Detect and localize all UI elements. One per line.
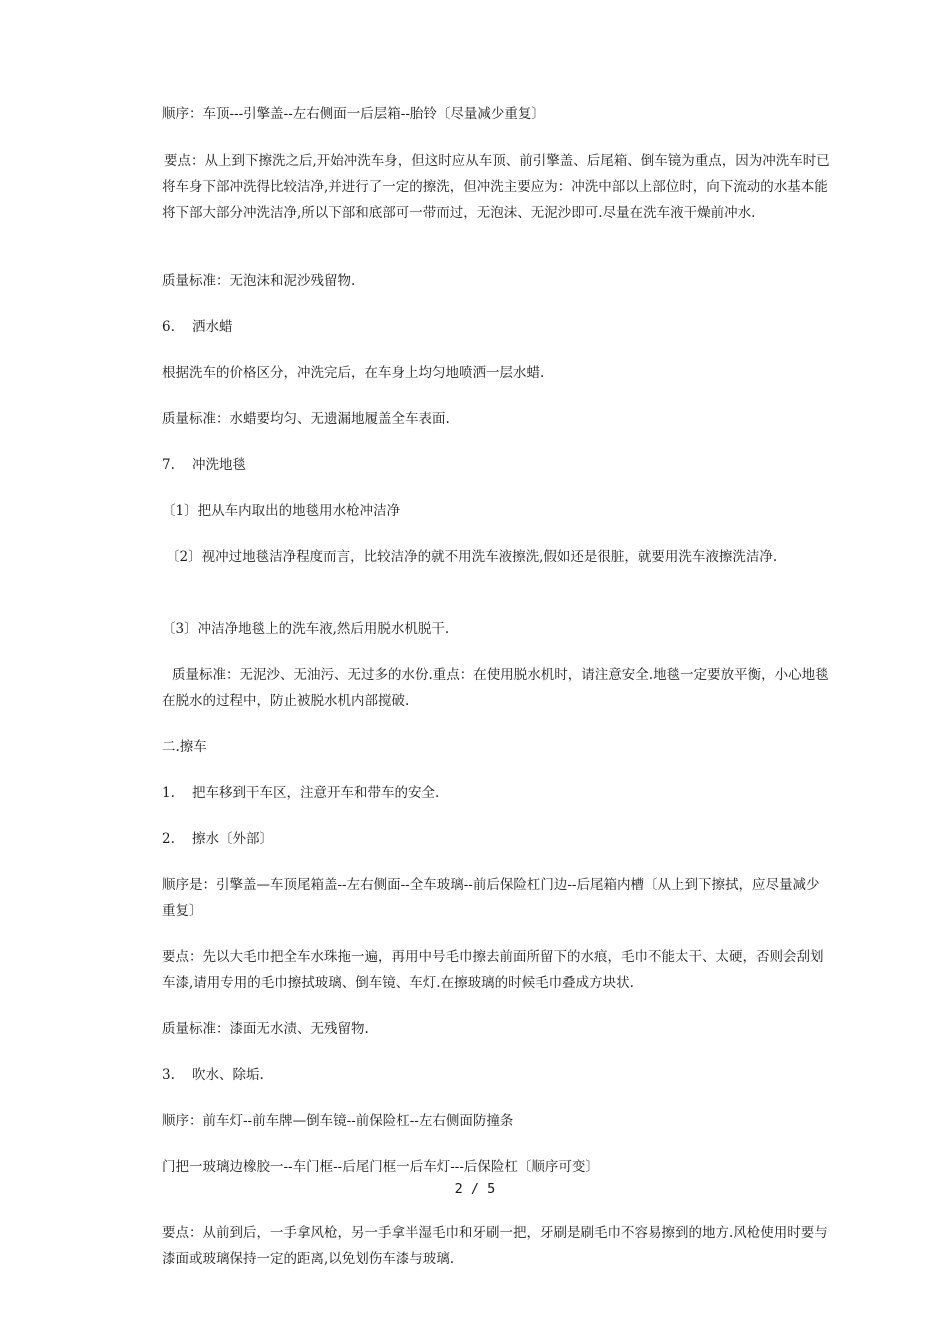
paragraph-quality: 质量标准：水蜡要均匀、无遗漏地履盖全车表面. xyxy=(162,411,450,427)
paragraph-quality: 质量标准：无泥沙、无油污、无过多的水份.重点：在使用脱水机时，请注意安全.地毯一定要放平衡，小心地毯在脱水的过程中，防止被脱水机内部搅破. xyxy=(162,667,829,709)
numbered-item xyxy=(162,452,832,478)
paragraph-key-points: 要点：从上到下擦洗之后,开始冲洗车身，但这时应从车顶、前引擎盖、后尾箱、倒车镜为重点，因为冲洗车时已将车身下部冲洗得比较洁净,并进行了一定的擦洗，但冲洗主要应为：冲洗中部以上部位时，向下流动的水基本能将下部大部分冲洗洁净,所以下部和底部可一带而过，无泡沫、无泥沙即可.尽量在洗车液干燥前冲水. xyxy=(162,153,830,221)
numbered-item xyxy=(162,826,832,852)
numbered-item xyxy=(162,1062,832,1088)
paragraph-body: 根据洗车的价格区分，冲洗完后，在车身上均匀地喷洒一层水蜡. xyxy=(162,365,545,381)
item-text: 洒水蜡 xyxy=(192,319,233,335)
numbered-item xyxy=(162,780,832,806)
paragraph-quality: 质量标准：无泡沫和泥沙残留物. xyxy=(162,273,356,289)
paragraph-key-points: 要点：从前到后，一手拿风枪，另一手拿半湿毛巾和牙刷一把，牙刷是刷毛巾不容易擦到的地方.风枪使用时要与漆面或玻璃保持一定的距离,以免划伤车漆与玻璃. xyxy=(162,1225,828,1267)
item-text: 把车移到干车区，注意开车和带车的安全. xyxy=(192,785,440,801)
paragraph-step: 〔1〕把从车内取出的地毯用水枪冲洁净 xyxy=(162,503,401,519)
item-text: 冲洗地毯 xyxy=(192,457,246,473)
paragraph-key-points: 要点：先以大毛巾把全车水珠拖一遍，再用中号毛巾擦去前面所留下的水痕，毛巾不能太干、太硬，否则会刮划车漆,请用专用的毛巾擦拭玻璃、倒车镜、车灯.在擦玻璃的时候毛巾叠成方块状. xyxy=(162,949,824,991)
paragraph-order-continued: 门把一玻璃边橡胶一--车门框--后尾门框一后车灯---后保险杠〔顺序可变〕 xyxy=(162,1159,599,1175)
paragraph-order: 顺序：前车灯--前车牌—倒车镜--前保险杠--左右侧面防撞条 xyxy=(162,1113,514,1129)
paragraph-step: 〔3〕冲洁净地毯上的洗车液,然后用脱水机脱干. xyxy=(162,621,450,637)
item-text: 擦水〔外部〕 xyxy=(192,831,273,847)
paragraph-order: 顺序：车顶---引擎盖--左右侧面一后层箱--胎铃〔尽量减少重复〕 xyxy=(162,106,545,122)
paragraph-quality: 质量标准：漆面无水渍、无残留物. xyxy=(162,1021,369,1037)
paragraph-order: 顺序是：引擎盖—车顶尾箱盖--左右侧面--全车玻璃--前后保险杠门边--后尾箱内槽〔从上到下擦拭，应尽量减少重复〕 xyxy=(162,877,820,919)
item-number: 3. xyxy=(162,1067,175,1083)
item-text: 吹水、除垢. xyxy=(192,1067,264,1083)
item-number: 2. xyxy=(162,831,175,847)
item-number: 7. xyxy=(162,457,175,473)
paragraph-step: 〔2〕视冲过地毯洁净程度而言，比较洁净的就不用洗车液擦洗,假如还是很脏，就要用洗车液擦洗洁净. xyxy=(166,549,778,565)
page-number: 2 / 5 xyxy=(454,1181,496,1197)
item-number: 1. xyxy=(162,785,175,801)
section-heading: 二.擦车 xyxy=(162,739,207,755)
numbered-item xyxy=(162,314,832,340)
item-number: 6. xyxy=(162,319,175,335)
